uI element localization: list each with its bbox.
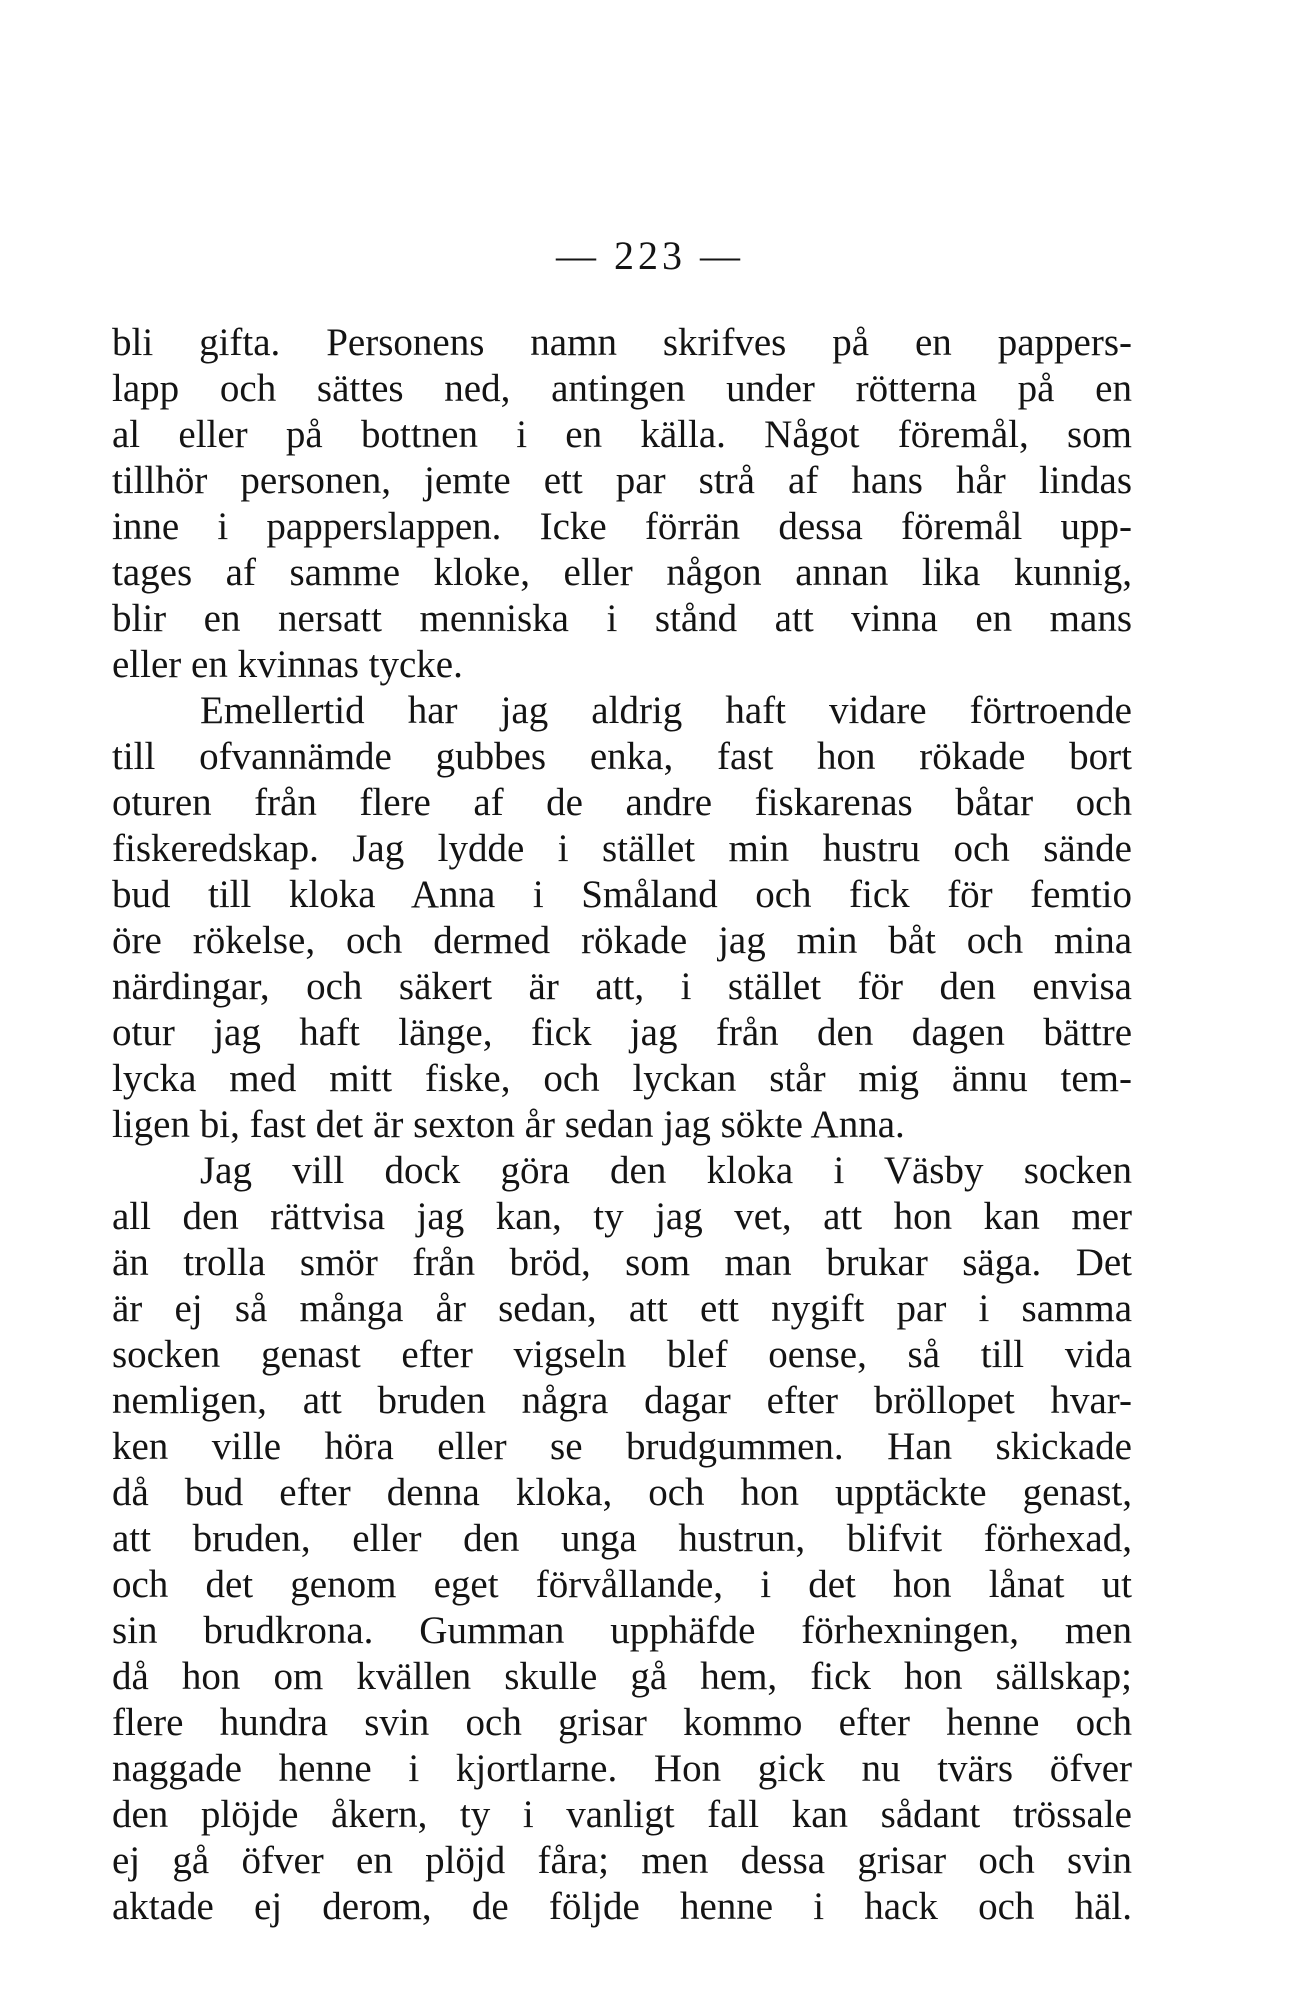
text-line: till ofvannämde gubbes enka, fast hon rökade bort [112,735,1132,778]
text-line: ligen bi, fast det är sexton år sedan jag sökte Anna. [112,1103,905,1146]
text-line: fiskeredskap. Jag lydde i stället min hustru och sände [112,827,1132,870]
text-line: närdingar, och säkert är att, i stället för den envisa [112,965,1132,1008]
text-line: lycka med mitt fiske, och lyckan står mig ännu tem- [112,1057,1132,1100]
text-line: Jag vill dock göra den kloka i Väsby socken [200,1149,1132,1192]
text-line: all den rättvisa jag kan, ty jag vet, att hon kan mer [112,1195,1132,1238]
text-line: blir en nersatt menniska i stånd att vinna en mans [112,597,1132,640]
text-line: öre rökelse, och dermed rökade jag min båt och mina [112,919,1132,962]
text-line: otur jag haft länge, fick jag från den dagen bättre [112,1011,1132,1054]
text-line: är ej så många år sedan, att ett nygift par i samma [112,1287,1132,1330]
text-line: ej gå öfver en plöjd fåra; men dessa grisar och svin [112,1839,1132,1882]
text-line: tillhör personen, jemte ett par strå af hans hår lindas [112,459,1132,502]
text-line: tages af samme kloke, eller någon annan lika kunnig, [112,551,1132,594]
text-line: den plöjde åkern, ty i vanligt fall kan sådant trössale [112,1793,1132,1836]
text-line: bud till kloka Anna i Småland och fick för femtio [112,873,1132,916]
text-line: bli gifta. Personens namn skrifves på en pappers- [112,321,1132,364]
text-line: Emellertid har jag aldrig haft vidare förtroende [200,689,1132,732]
text-line: och det genom eget förvållande, i det hon lånat ut [112,1563,1132,1606]
text-line: nemligen, att bruden några dagar efter bröllopet hvar- [112,1379,1132,1422]
text-line: än trolla smör från bröd, som man brukar säga. Det [112,1241,1132,1284]
text-line: aktade ej derom, de följde henne i hack och häl. [112,1885,1132,1928]
page-number: — 223 — [556,233,744,278]
text-line: lapp och sättes ned, antingen under rötterna på en [112,367,1132,410]
body-text [112,320,1132,1930]
text-line: då hon om kvällen skulle gå hem, fick hon sällskap; [112,1655,1132,1698]
text-line: flere hundra svin och grisar kommo efter henne och [112,1701,1132,1744]
text-line: socken genast efter vigseln blef oense, så till vida [112,1333,1132,1376]
text-line: inne i papperslappen. Icke förrän dessa föremål upp- [112,505,1132,548]
text-line: ken ville höra eller se brudgummen. Han skickade [112,1425,1132,1468]
text-line: al eller på bottnen i en källa. Något föremål, som [112,413,1132,456]
text-line: eller en kvinnas tycke. [112,643,463,686]
text-line: att bruden, eller den unga hustrun, blifvit förhexad, [112,1517,1132,1560]
text-line: då bud efter denna kloka, och hon upptäckte genast, [112,1471,1132,1514]
text-line: sin brudkrona. Gumman upphäfde förhexningen, men [112,1609,1132,1652]
text-line: naggade henne i kjortlarne. Hon gick nu tvärs öfver [112,1747,1132,1790]
text-line: oturen från flere af de andre fiskarenas båtar och [112,781,1132,824]
